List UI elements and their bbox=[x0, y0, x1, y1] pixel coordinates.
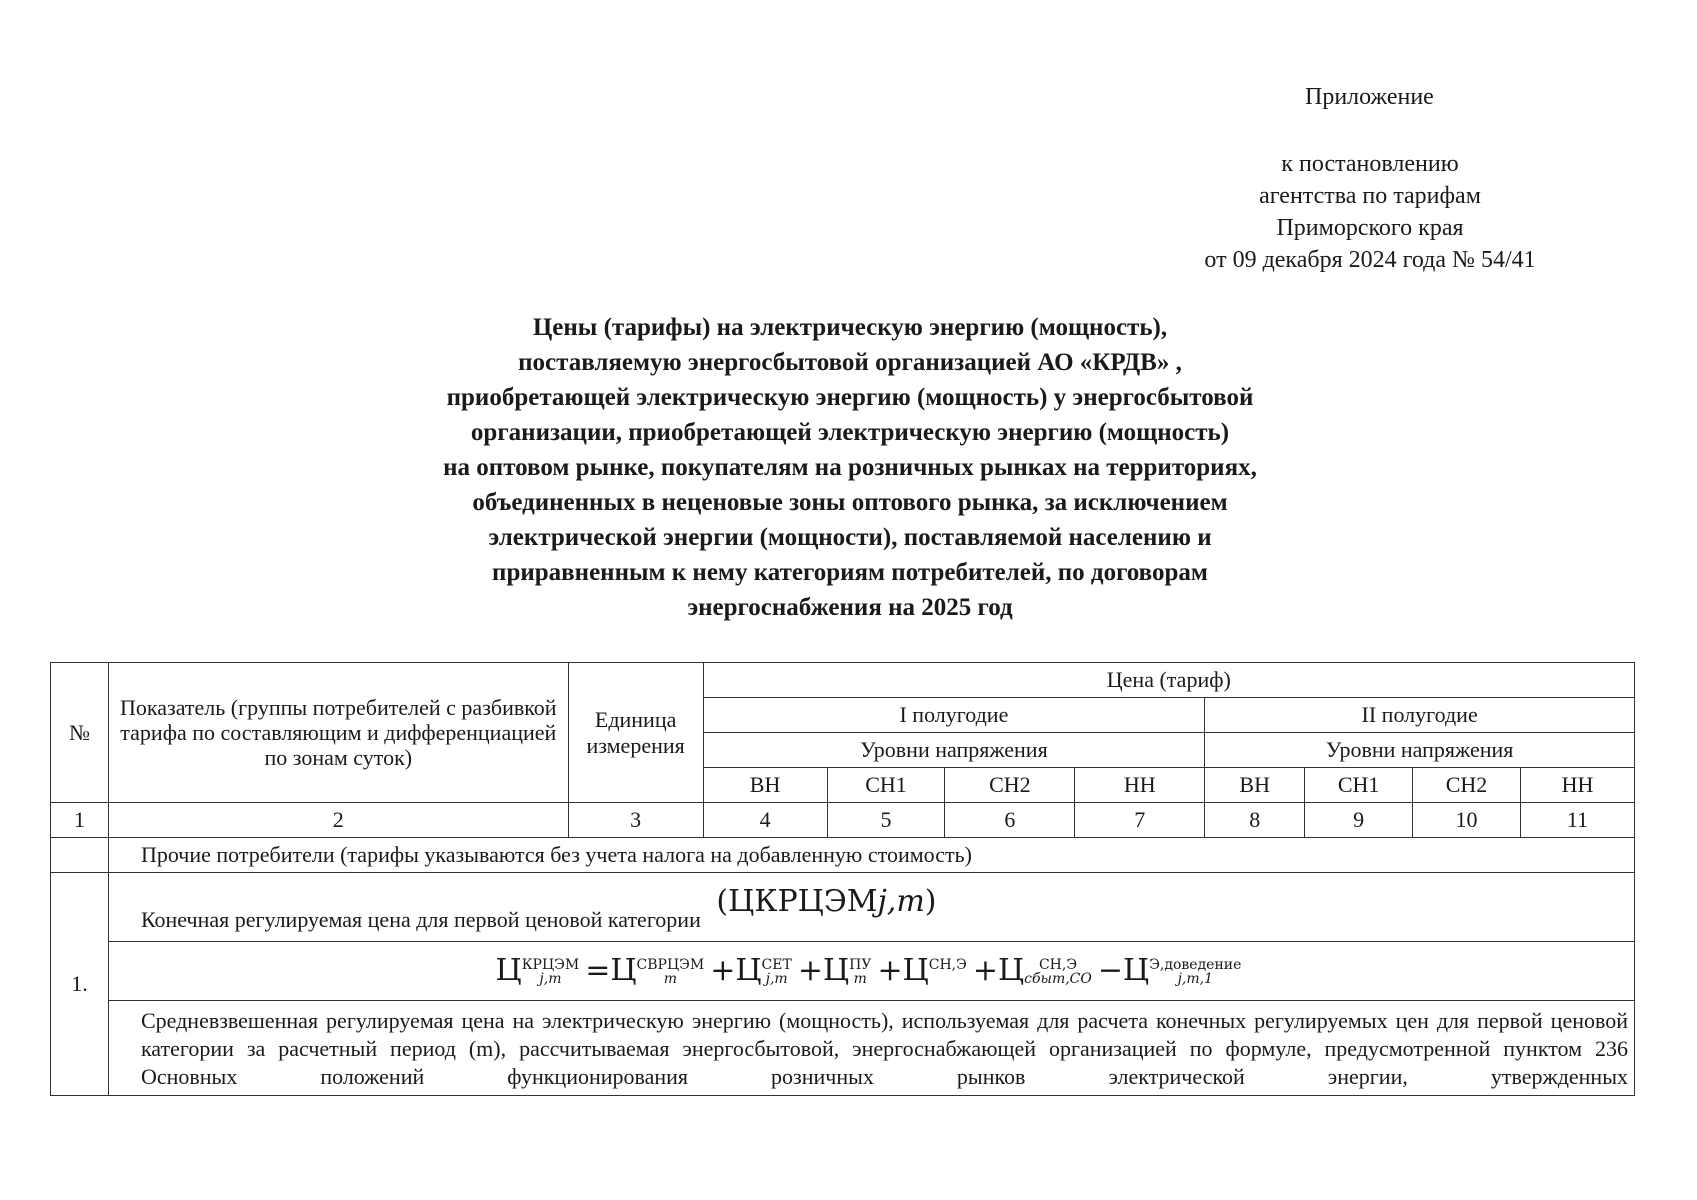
header-voltage: ВН bbox=[703, 768, 827, 803]
header-voltage: СН2 bbox=[1413, 768, 1521, 803]
header-voltage: НН bbox=[1521, 768, 1635, 803]
appendix-label: Приложение bbox=[1305, 84, 1434, 110]
column-number: 7 bbox=[1075, 803, 1205, 838]
title-line: поставляемую энергосбытовой организацией АО «КРДВ» , bbox=[518, 349, 1182, 376]
title-line: объединенных в неценовые зоны оптового рынка, за исключением bbox=[472, 489, 1228, 516]
header-unit: Единица измерения bbox=[568, 663, 703, 803]
price-formula bbox=[108, 942, 1634, 1001]
column-number: 8 bbox=[1205, 803, 1305, 838]
formula-expression: Ц КРЦЭМ j,m =Ц СВРЦЭМ m +Ц СЕТ j,m +Ц ПУ m +Ц СН,Э +Ц СН,Э сбыт,СО −Ц Э,доведение j,m,1 bbox=[495, 952, 1242, 988]
column-number: 1 bbox=[51, 803, 109, 838]
header-no: № bbox=[51, 663, 109, 803]
column-number: 2 bbox=[108, 803, 568, 838]
empty-cell bbox=[51, 838, 109, 873]
title-line: организации, приобретающей электрическую энергию (мощность) bbox=[470, 419, 1230, 446]
title-line: приобретающей электрическую энергию (мощность) у энергосбытовой bbox=[446, 384, 1254, 411]
column-number: 3 bbox=[568, 803, 703, 838]
title-line: приравненным к нему категориям потребителей, по договорам bbox=[492, 559, 1208, 586]
description-cell: Средневзвешенная регулируемая цена на электрическую энергию (мощность), используемая для расчета конечных регулируемых цен для первой ценовой категории за расчетный период (m), рассчитываемая энергосбытовой, энергоснабжающей организацией по формуле, предусмотренной пунктом 236 Основных положений функционирования розничных рынков электрической энергии, утвержденных bbox=[108, 1001, 1634, 1096]
header-half-2: II полугодие bbox=[1205, 698, 1635, 733]
column-number: 9 bbox=[1305, 803, 1413, 838]
first-price-category-row bbox=[108, 873, 1634, 942]
title-line: энергоснабжения на 2025 год bbox=[687, 594, 1013, 621]
header-price: Цена (тариф) bbox=[703, 663, 1634, 698]
row-label: Конечная регулируемая цена для первой ценовой категории bbox=[140, 906, 701, 932]
column-number: 11 bbox=[1521, 803, 1635, 838]
header-voltage: СН1 bbox=[1305, 768, 1413, 803]
decree-line: от 09 декабря 2024 года № 54/41 bbox=[1204, 247, 1536, 273]
title-line: электрической энергии (мощности), поставляемой населению и bbox=[488, 524, 1212, 551]
header-voltage: НН bbox=[1075, 768, 1205, 803]
title-line: Цены (тарифы) на электрическую энергию (мощность), bbox=[532, 314, 1168, 341]
header-half-1: I полугодие bbox=[703, 698, 1205, 733]
header-voltage-levels: Уровни напряжения bbox=[703, 733, 1205, 768]
column-number: 5 bbox=[827, 803, 945, 838]
header-voltage-levels: Уровни напряжения bbox=[1205, 733, 1635, 768]
document-title bbox=[320, 310, 1380, 625]
header-voltage: СН1 bbox=[827, 768, 945, 803]
decree-line: Приморского края bbox=[1276, 215, 1464, 241]
tariff-table bbox=[50, 662, 1635, 1096]
title-line: на оптовом рынке, покупателям на розничных рынках на территориях, bbox=[443, 454, 1257, 481]
decree-line: агентства по тарифам bbox=[1259, 183, 1481, 209]
column-number: 10 bbox=[1413, 803, 1521, 838]
column-number: 6 bbox=[945, 803, 1075, 838]
column-number: 4 bbox=[703, 803, 827, 838]
row-number: 1. bbox=[51, 873, 109, 1096]
decree-line: к постановлению bbox=[1281, 151, 1459, 177]
header-indicator: Показатель (группы потребителей с разбивкой тарифа по составляющим и дифференциацией по зонам суток) bbox=[108, 663, 568, 803]
header-voltage: ВН bbox=[1205, 768, 1305, 803]
other-consumers-section: Прочие потребители (тарифы указываются без учета налога на добавленную стоимость) bbox=[108, 838, 1634, 873]
header-voltage: СН2 bbox=[945, 768, 1075, 803]
price-symbol: (ЦКРЦЭМj,m) bbox=[716, 883, 937, 919]
decree-reference bbox=[1150, 148, 1590, 276]
